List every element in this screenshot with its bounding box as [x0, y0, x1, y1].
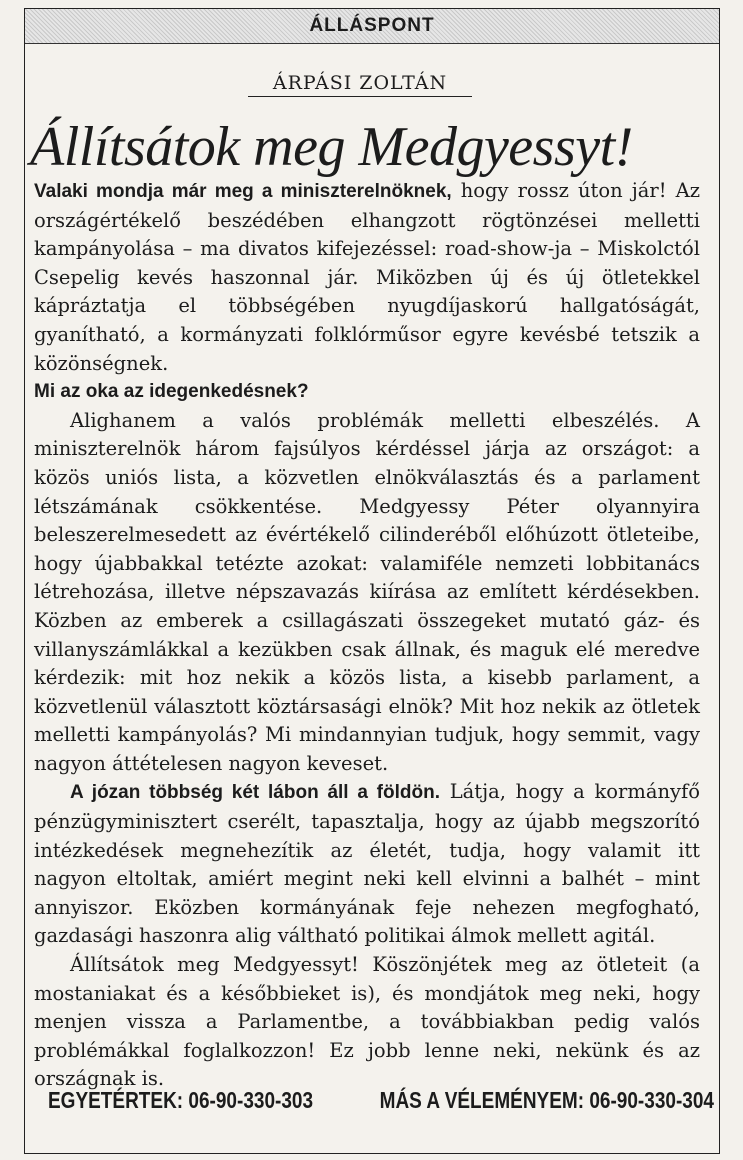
article-body [34, 177, 700, 1094]
paragraph-2: Alighanem a valós problémák melletti elbeszélés. A miniszterelnök három fajsúlyos kérdéssel járja az országot: a közös uniós lista, a közvetlen elnökválasztás és a parlament létszámának csökkentése. Medgyessy Péter olyannyira beleszerelmesedett az évértékelő cilinderéből előhúzott ötleteibe, hogy újabbakkal tetézte azokat: valamiféle nemzeti lobbitanács létrehozása, illetve népszavazás kiírása az említett kérdésekben. Közben az emberek a csillagászati összegeket mutató gáz- és villanyszámlákkal a kezükben csak állnak, és maguk elé meredve kérdezik: mit hoz nekik a közös lista, a kisebb parlament, a közvetlenül választott köztársasági elnök? Mit hoz nekik az ötletek melletti kampányolás? Mi mindannyian tudjuk, hogy semmit, vagy nagyon áttételesen nagyon keveset. [34, 408, 700, 775]
agree-phone-number: EGYETÉRTEK: 06-90-330-303 [48, 1089, 314, 1115]
paragraph-3 [34, 778, 700, 951]
paragraph-3-text: Látja, hogy a kormányfő pénzügyminisztert cserélt, tapasztalja, hogy az újabb megszorító intézkedések megnehezítik az életét, tudja, hogy valamit itt nagyon eltoltak, amiért megint neki kell elvinni a balhét – mint annyiszor. Eközben kormányának feje nehezen megfogható, gazdasági haszonra alig váltható politikai álmok mellett agitál. [34, 780, 700, 948]
paragraph-1-text: hogy rossz úton jár! Az országértékelő beszédében elhangzott rögtönzései melletti kampányolása – ma divatos kifejezéssel: road-show-ja – Miskolctól Csepelig kevés haszonnal jár. Miközben új és új ötletekkel kápráztatja el többségében nyugdíjaskorú hallgatóságát, gyanítható, a kormányzati folklórműsor egyre kevésbé tetszik a közönségnek. [34, 179, 700, 375]
paragraph-1 [34, 177, 700, 378]
author-byline: ÁRPÁSI ZOLTÁN [248, 72, 472, 97]
subhead-1: Mi az oka az idegenkedésnek? [34, 381, 309, 403]
paragraph-4: Állítsátok meg Medgyessyt! Köszönjétek meg az ötleteit (a mostaniakat és a későbbieket is), és mondjátok meg neki, hogy menjen vissza a Parlamentbe, a továbbiakban pedig valós problémákkal foglalkozzon! Ez jobb lenne neki, nekünk és az országnak is. [34, 953, 700, 1091]
phone-poll-footer [48, 1089, 714, 1125]
disagree-phone-number: MÁS A VÉLEMÉNYEM: 06-90-330-304 [379, 1089, 714, 1115]
section-header: ÁLLÁSPONT [25, 9, 719, 44]
paragraph-3-lead: A józan többség két lábon áll a földön. [70, 782, 440, 804]
paragraph-1-lead: Valaki mondja már meg a miniszterelnöknek, [34, 181, 452, 202]
article-headline: Állítsátok meg Medgyessyt! [30, 116, 633, 178]
